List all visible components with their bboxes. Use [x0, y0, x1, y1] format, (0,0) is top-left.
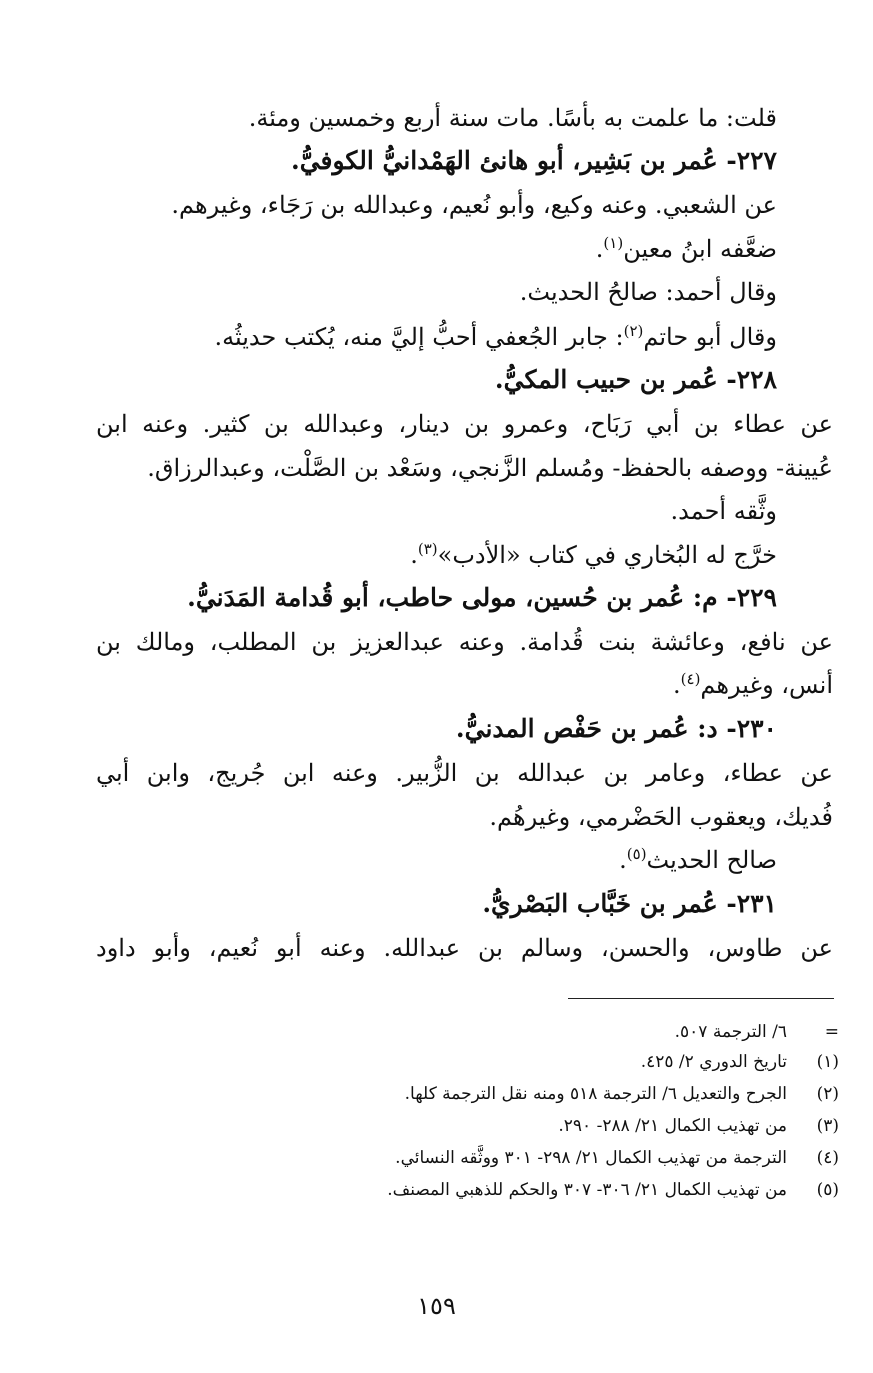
footnote-number: (١): [816, 1052, 839, 1072]
page-number: ١٥٩: [417, 1292, 456, 1320]
entry-heading: ٢٣٠- د: عُمر بن حَفْص المدنيُّ.: [455, 714, 777, 743]
footnote-carryover: [675, 1018, 839, 1046]
footnote: [405, 1080, 839, 1108]
footnote-reference: (٤): [680, 670, 701, 688]
footnote-reference: (٣): [417, 540, 438, 558]
footnote-text: من تهذيب الكمال ٢١/ ٢٨٨- ٢٩٠.: [558, 1116, 787, 1136]
footnote: [641, 1048, 839, 1076]
footnote-marker: =: [824, 1022, 839, 1042]
footnote-number: (٤): [816, 1148, 839, 1168]
footnote-separator: [568, 998, 834, 999]
body-line: عن نافع، وعائشة بنت قُدامة. وعنه عبدالعزيز بن المطلب، ومالك بن: [96, 628, 833, 656]
footnote-reference: (٥): [626, 845, 647, 863]
body-line: صالح الحديث$^{(٥)}$.: [619, 845, 777, 874]
footnote-text: الترجمة من تهذيب الكمال ٢١/ ٢٩٨- ٣٠١ ووثَّقه النسائي.: [395, 1148, 787, 1168]
body-line: وثَّقه أحمد.: [670, 497, 777, 525]
footnote-text: الجرح والتعديل ٦/ الترجمة ٥١٨ ومنه نقل الترجمة كلها.: [404, 1084, 787, 1104]
entry-heading: ٢٢٧- عُمر بن بَشِير، أبو هانئ الهَمْدانيُّ الكوفيُّ.: [290, 146, 777, 175]
footnote-number: (٢): [816, 1084, 839, 1104]
entry-heading: ٢٢٩- م: عُمر بن حُسين، مولى حاطب، أبو قُدامة المَدَنيُّ.: [187, 583, 777, 612]
footnote-number: (٣): [816, 1116, 839, 1136]
footnote-reference: (٢): [623, 322, 644, 340]
body-line: عن طاوس، والحسن، وسالم بن عبدالله. وعنه أبو نُعيم، وأبو داود: [96, 934, 833, 962]
footnote-reference: (١): [603, 234, 624, 252]
body-line: فُديك، ويعقوب الحَضْرمي، وغيرهُم.: [489, 803, 833, 831]
body-line: وقال أبو حاتم$^{(٢)}$: جابر الجُعفي أحبُّ إليَّ منه، يُكتب حديثُه.: [214, 322, 777, 351]
body-line: عُيينة- ووصفه بالحفظ- ومُسلم الزَّنجي، وسَعْد بن الصَّلْت، وعبدالرزاق.: [147, 454, 833, 482]
footnote: [558, 1112, 839, 1140]
body-line: أنس، وغيرهم$^{(٤)}$.: [673, 670, 833, 699]
body-line: عن عطاء بن أبي رَبَاح، وعمرو بن دينار، وعبدالله بن كثير. وعنه ابن: [96, 410, 833, 438]
body-line: عن عطاء، وعامر بن عبدالله بن الزُّبير. وعنه ابن جُريج، وابن أبي: [96, 759, 833, 787]
body-line: ضعَّفه ابنُ معين$^{(١)}$.: [595, 234, 777, 263]
body-line: خرَّج له البُخاري في كتاب «الأدب»$^{(٣)}$.: [410, 540, 777, 569]
footnote-number: (٥): [816, 1180, 839, 1200]
footnote-text: ٦/ الترجمة ٥٠٧.: [674, 1022, 787, 1042]
footnote: [387, 1176, 839, 1204]
body-line: قلت: ما علمت به بأسًا. مات سنة أربع وخمسين ومئة.: [248, 104, 777, 132]
entry-heading: ٢٢٨- عُمر بن حبيب المكيُّ.: [494, 365, 777, 394]
footnote-text: تاريخ الدوري ٢/ ٤٢٥.: [640, 1052, 787, 1072]
footnote-text: من تهذيب الكمال ٢١/ ٣٠٦- ٣٠٧ والحكم للذهبي المصنف.: [387, 1180, 787, 1200]
entry-heading: ٢٣١- عُمر بن خَبَّاب البَصْريُّ.: [482, 889, 777, 918]
body-line: وقال أحمد: صالحُ الحديث.: [519, 278, 777, 306]
footnote: [395, 1144, 839, 1172]
body-line: عن الشعبي. وعنه وكيع، وأبو نُعيم، وعبدالله بن رَجَاء، وغيرهم.: [171, 191, 777, 219]
